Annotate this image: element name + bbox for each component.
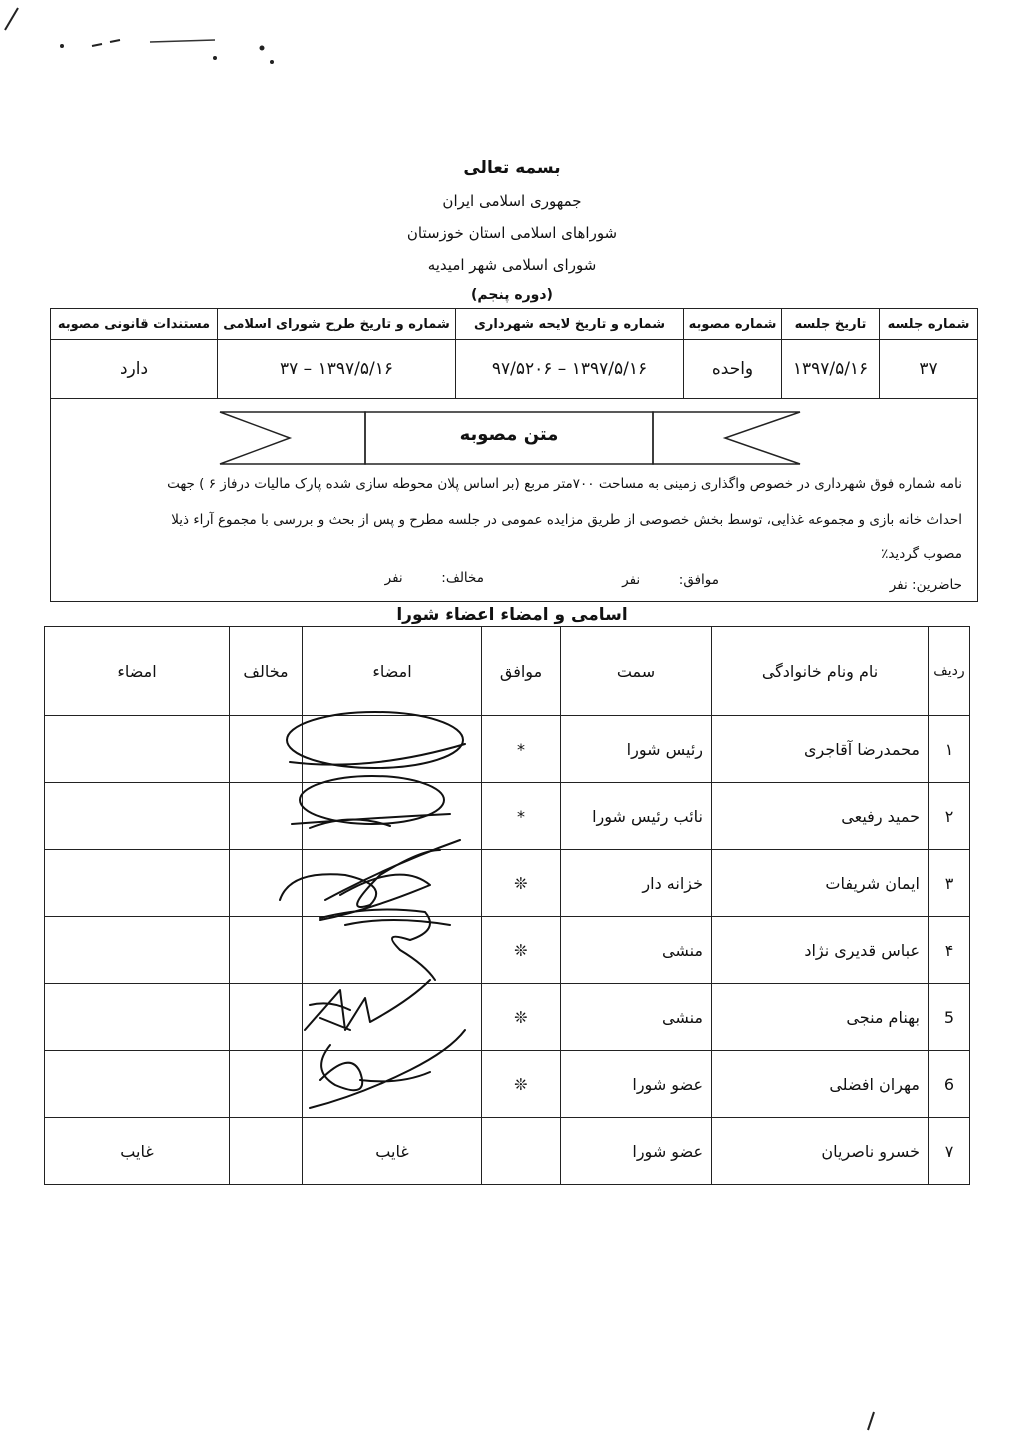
signature-1 xyxy=(287,712,465,768)
signature-5 xyxy=(305,980,430,1030)
member-position: عضو شورا xyxy=(561,1051,712,1118)
header-resolution-number: شماره مصوبه xyxy=(684,309,782,340)
header-oppose: مخالف xyxy=(230,627,303,716)
session-date: ۱۳۹۷/۵/۱۶ xyxy=(782,340,880,399)
member-row xyxy=(45,850,970,917)
agree-label: موافق: xyxy=(678,572,719,588)
member-row xyxy=(45,1051,970,1118)
legal-docs: دارد xyxy=(51,340,218,399)
city-council: شورای اسلامی شهر امیدیه xyxy=(427,256,597,274)
member-agree-mark: ❊ xyxy=(482,984,561,1051)
member-position: خزانه دار xyxy=(561,850,712,917)
session-table-value-row xyxy=(51,340,978,399)
bismillah: بسمه تعالی xyxy=(463,158,561,178)
member-agree-mark: ❊ xyxy=(482,1051,561,1118)
signature-6 xyxy=(310,1030,465,1108)
stray-marks xyxy=(860,1400,900,1440)
member-agree-mark xyxy=(482,1118,561,1185)
member-position: منشی xyxy=(561,984,712,1051)
header-legal-docs: مستندات قانونی مصوبه xyxy=(51,309,218,340)
member-row-number: ۴ xyxy=(929,917,970,984)
agree-unit: نفر xyxy=(622,572,641,588)
resolution-text-line-1: نامه شماره فوق شهرداری در خصوص واگذاری زمینی به مساحت ۷۰۰متر مربع (بر اساس پلان محوطه سازی شده پارک مالیات درفاز ۶ ) جهت xyxy=(167,476,962,492)
member-name: مهران افضلی xyxy=(712,1051,929,1118)
header-signature-2: امضاء xyxy=(45,627,230,716)
member-agree-mark: * xyxy=(482,783,561,850)
member-signature-2: غایب xyxy=(45,1118,230,1185)
member-row-number: ۱ xyxy=(929,716,970,783)
member-agree-mark: * xyxy=(482,716,561,783)
municipality-bill: ۱۳۹۷/۵/۱۶ – ۹۷/۵۲۰۶ xyxy=(456,340,684,399)
present-count xyxy=(890,577,962,593)
member-position: منشی xyxy=(561,917,712,984)
members-table xyxy=(44,626,970,1185)
resolution-title: متن مصوبه xyxy=(459,424,559,445)
member-name: ایمان شریفات xyxy=(712,850,929,917)
member-agree-mark: ❊ xyxy=(482,850,561,917)
member-signature-2 xyxy=(45,783,230,850)
header-session-date: تاریخ جلسه xyxy=(782,309,880,340)
signatures-overlay xyxy=(250,700,490,1130)
header-session-number: شماره جلسه xyxy=(880,309,978,340)
member-name: عباس قدیری نژاد xyxy=(712,917,929,984)
members-header-row xyxy=(45,627,970,716)
oppose-unit: نفر xyxy=(384,570,403,586)
resolution-text-line-2: احداث خانه بازی و مجموعه غذایی، توسط بخش خصوصی از طریق مزایده عمومی در جلسه مطرح و پس از بحث و بررسی با مجموع آراء ذیلا xyxy=(171,512,962,528)
agree-count xyxy=(622,572,719,588)
member-row-number: ۳ xyxy=(929,850,970,917)
member-agree-mark: ❊ xyxy=(482,917,561,984)
signature-3 xyxy=(280,840,460,920)
member-position: نائب رئیس شورا xyxy=(561,783,712,850)
header-row: ردیف xyxy=(929,627,970,716)
member-row-number: ۷ xyxy=(929,1118,970,1185)
member-signature-2 xyxy=(45,917,230,984)
members-title: اسامی و امضاء اعضاء شورا xyxy=(396,605,628,625)
member-row xyxy=(45,984,970,1051)
oppose-count xyxy=(385,570,484,586)
member-row-number: 6 xyxy=(929,1051,970,1118)
member-signature-2 xyxy=(45,984,230,1051)
member-signature-2 xyxy=(45,850,230,917)
member-row-number: ۲ xyxy=(929,783,970,850)
header-name: نام ونام خانوادگی xyxy=(712,627,929,716)
scan-marks xyxy=(0,0,320,70)
member-position: عضو شورا xyxy=(561,1118,712,1185)
signature-2 xyxy=(292,776,450,828)
member-name: محمدرضا آقاجری xyxy=(712,716,929,783)
present-unit: نفر xyxy=(889,577,908,593)
country-name: جمهوری اسلامی ایران xyxy=(442,192,582,210)
member-row xyxy=(45,716,970,783)
signature-4 xyxy=(320,910,450,980)
province-council: شوراهای اسلامی استان خوزستان xyxy=(406,224,618,242)
member-signature-2 xyxy=(45,1051,230,1118)
member-row xyxy=(45,783,970,850)
member-name: بهنام منجی xyxy=(712,984,929,1051)
member-position: رئیس شورا xyxy=(561,716,712,783)
term-label: (دوره پنجم) xyxy=(471,287,553,303)
member-name: حمید رفیعی xyxy=(712,783,929,850)
resolution-number: واحده xyxy=(684,340,782,399)
oppose-label: مخالف: xyxy=(441,570,484,586)
council-plan: ۱۳۹۷/۵/۱۶ – ۳۷ xyxy=(218,340,456,399)
member-row-number: 5 xyxy=(929,984,970,1051)
member-signature: غایب xyxy=(303,1118,482,1185)
header-position: سمت xyxy=(561,627,712,716)
header-council-plan: شماره و تاریخ طرح شورای اسلامی xyxy=(218,309,456,340)
session-number: ۳۷ xyxy=(880,340,978,399)
member-row xyxy=(45,917,970,984)
member-name: خسرو ناصریان xyxy=(712,1118,929,1185)
session-table-header-row xyxy=(51,309,978,340)
session-info-table xyxy=(50,308,978,399)
header-municipality-bill: شماره و تاریخ لایحه شهرداری xyxy=(456,309,684,340)
present-label: حاضرین: xyxy=(912,577,962,593)
resolution-text-line-3: مصوب گردید٪ xyxy=(881,546,962,562)
header-signature: امضاء xyxy=(303,627,482,716)
member-signature-2 xyxy=(45,716,230,783)
header-agree: موافق xyxy=(482,627,561,716)
member-row xyxy=(45,1118,970,1185)
